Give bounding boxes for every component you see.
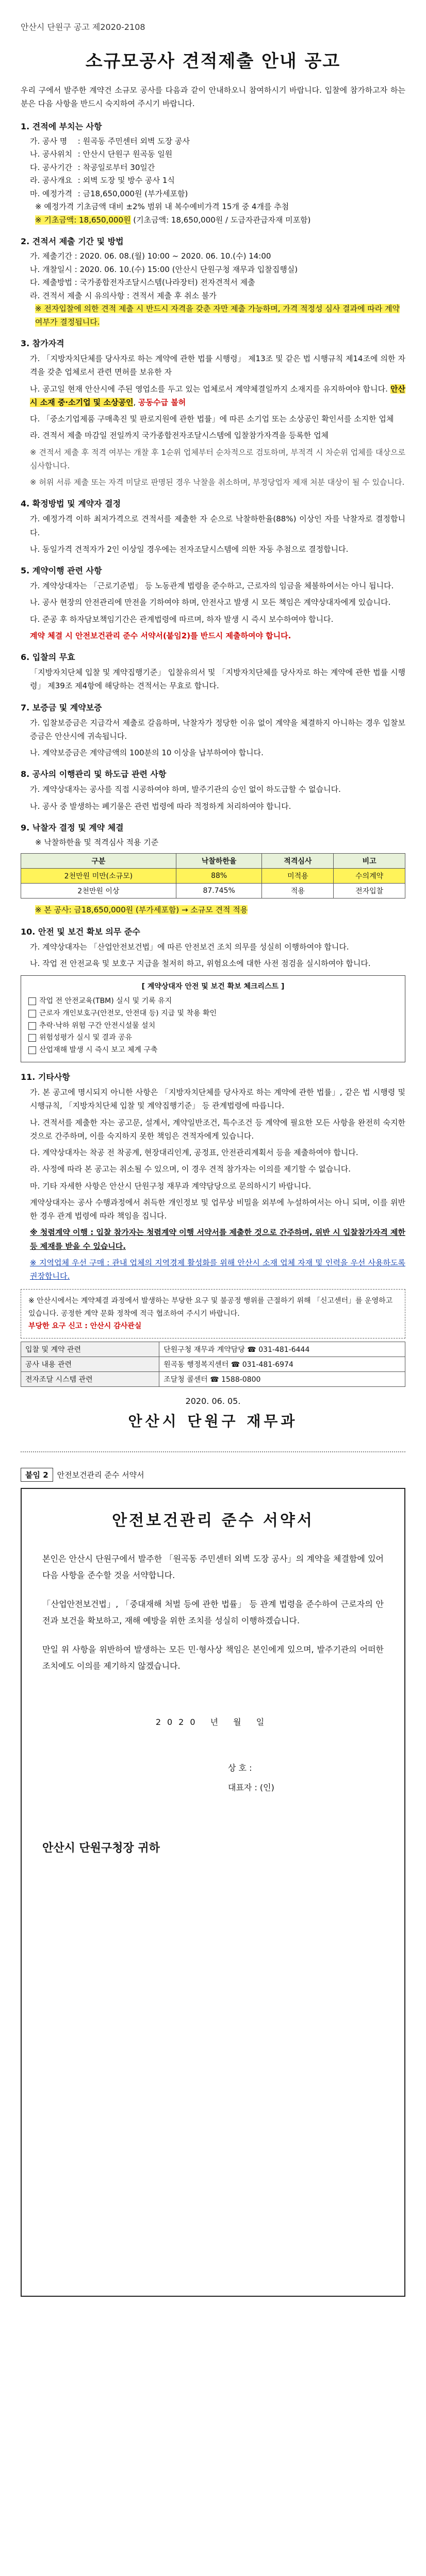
section-1-heading: 1. 견적에 부치는 사항 xyxy=(21,121,102,131)
section-9-result xyxy=(35,904,405,917)
table-cell: 미적용 xyxy=(262,869,334,884)
section-10-paragraph: 가. 계약상대자는 「산업안전보건법」에 따른 안전보건 조치 의무를 성실히 이행하여야 합니다. xyxy=(30,942,349,952)
checklist-title: [ 계약상대자 안전 및 보건 확보 체크리스트 ] xyxy=(141,982,285,991)
table-cell: 조달청 콜센터 ☎ 1588-0800 xyxy=(159,1371,405,1386)
section-2-item: 라. 견적서 제출 시 유의사항 : 견적서 제출 후 취소 불가 xyxy=(30,291,217,300)
checklist-label: 추락·낙하 위험 구간 안전시설물 설치 xyxy=(39,1021,156,1030)
section-1-item: 다. 공사기간 : 착공일로부터 30일간 xyxy=(30,161,405,175)
pledge-paragraph: 본인은 안산시 단원구에서 발주한 「원곡동 주민센터 외벽 도장 공사」의 계약을 체결함에 있어 다음 사항을 준수할 것을 서약합니다. xyxy=(42,1553,384,1580)
section-5 xyxy=(21,564,405,642)
section-10-heading: 10. 안전 및 보건 확보 의무 준수 xyxy=(21,926,140,937)
item-value: 원곡동 주민센터 외벽 도장 공사 xyxy=(83,136,190,146)
section-5-paragraph: 나. 공사 현장의 안전관리에 만전을 기하여야 하며, 안전사고 발생 시 모든 책임은 계약상대자에게 있습니다. xyxy=(30,598,391,607)
item-label: 다. 공사기간 xyxy=(30,162,72,172)
notice-box xyxy=(21,1289,405,1338)
item-value: 안산시 단원구 원곡동 일원 xyxy=(83,149,173,159)
table-cell: 입찰 및 계약 관련 xyxy=(21,1342,159,1357)
section-3-paragraph: 나. 공고일 현재 안산시에 주된 영업소를 두고 있는 업체로서 계약체결일까지 소재지를 유지하여야 합니다. 안산시 소재 중·소기업 및 소상공인, 공동수급 불허 xyxy=(30,384,405,407)
section-7-paragraph: 나. 계약보증금은 계약금액의 100분의 10 이상을 납부하여야 합니다. xyxy=(30,748,264,757)
checkbox-icon[interactable] xyxy=(28,1022,36,1030)
section-7-paragraph: 가. 입찰보증금은 지급각서 제출로 갈음하며, 낙찰자가 정당한 이유 없이 계약을 체결하지 아니하는 경우 입찰보증금은 안산시에 귀속됩니다. xyxy=(30,718,405,741)
item-value: 금18,650,000원 (부가세포함) xyxy=(83,189,188,198)
section-1 xyxy=(21,120,405,227)
issuer-name: 안산시 단원구 재무과 xyxy=(128,1412,298,1430)
section-10-paragraph: 나. 작업 전 안전교육 및 보호구 지급을 철저히 하고, 위험요소에 대한 사전 점검을 실시하여야 합니다. xyxy=(30,959,371,968)
document-number: 안산시 단원구 공고 제2020-2108 xyxy=(21,22,145,32)
table-cell: 전자조달 시스템 관련 xyxy=(21,1371,159,1386)
section-11 xyxy=(21,1071,405,1283)
table-header-row xyxy=(21,854,405,869)
red-warning: 계약 체결 시 안전보건관리 준수 서약서(붙임2)를 반드시 제출하여야 합니다. xyxy=(30,631,291,640)
table-row xyxy=(21,1357,405,1371)
section-3 xyxy=(21,337,405,489)
section-4-paragraph: 나. 동일가격 견적자가 2인 이상일 경우에는 전자조달시스템에 의한 자동 추첨으로 결정합니다. xyxy=(30,544,349,554)
emphasis-text: ※ 지역업체 우선 구매 : 관내 업체의 지역경제 활성화를 위해 안산시 소재 업체 자재 및 인력을 우선 사용하도록 권장합니다. xyxy=(30,1258,405,1281)
table-header: 적격심사 xyxy=(262,854,334,869)
table-cell: 2천만원 이상 xyxy=(21,884,176,899)
section-divider xyxy=(21,1451,405,1452)
table-row xyxy=(21,869,405,884)
pledge-recipient: 안산시 단원구청장 귀하 xyxy=(42,1841,160,1855)
checklist-item xyxy=(28,1044,398,1057)
highlight-text: ※ 전자입찰에 의한 견적 제출 시 반드시 자격을 갖춘 자만 제출 가능하며, 가격 적정성 심사 결과에 따라 계약 여부가 결정됩니다. xyxy=(35,304,400,327)
table-cell: 2천만원 미만(소규모) xyxy=(21,869,176,884)
section-3-paragraph: 다. 「중소기업제품 구매촉진 및 판로지원에 관한 법률」에 따른 소기업 또는 소상공인 확인서를 소지한 업체 xyxy=(30,414,394,423)
section-3-paragraph: 라. 견적서 제출 마감일 전일까지 국가종합전자조달시스템에 입찰참가자격을 등록한 업체 xyxy=(30,431,329,440)
section-11-paragraph: 나. 견적서를 제출한 자는 공고문, 설계서, 계약일반조건, 특수조건 등 계약에 필요한 모든 사항을 완전히 숙지한 것으로 간주하며, 이를 숙지하지 못한 책임은 견적자에게 있습니다. xyxy=(30,1117,405,1141)
pledge-date: 2020 년 월 일 xyxy=(155,1717,271,1727)
highlight-text: 안산시 소재 중·소기업 및 소상공인 xyxy=(30,384,405,407)
checklist-item xyxy=(28,1020,398,1032)
section-2-highlight xyxy=(35,302,405,329)
checklist-label: 작업 전 안전교육(TBM) 실시 및 기록 유지 xyxy=(39,997,172,1006)
sub-note: ※ 예정가격 기초금액 대비 ±2% 범위 내 복수예비가격 15개 중 4개를 추첨 xyxy=(35,202,289,211)
section-7-heading: 7. 보증금 및 계약보증 xyxy=(21,702,102,713)
notice-red: 부당한 요구 신고 : 안산시 감사관실 xyxy=(28,1322,142,1331)
section-5-red xyxy=(30,629,405,642)
footer-date: 2020. 06. 05. xyxy=(185,1396,241,1406)
threshold-table xyxy=(21,853,405,899)
section-3-paragraph: 가. 「지방자치단체를 당사자로 하는 계약에 관한 법률 시행령」 제13조 및 같은 법 시행규칙 제14조에 의한 자격을 갖춘 업체로서 관련 면허를 보유한 자 xyxy=(30,354,405,377)
section-6-paragraph: 「지방자치단체 입찰 및 계약집행기준」 입찰유의서 및 「지방자치단체를 당사자로 하는 계약에 관한 법률 시행령」 제39조 제4항에 해당하는 견적서는 무효로 합니다. xyxy=(30,668,405,691)
budget-detail: (기초금액: 18,650,000원 / 도급자관급자재 미포함) xyxy=(133,215,311,225)
section-7 xyxy=(21,701,405,760)
section-1-item: 라. 공사개요 : 외벽 도장 및 방수 공사 1식 xyxy=(30,174,405,188)
checklist-item xyxy=(28,1032,398,1044)
checkbox-icon[interactable] xyxy=(28,1010,36,1018)
pledge-form xyxy=(21,1488,405,2297)
section-11-extra xyxy=(30,1256,405,1283)
section-4-paragraph: 가. 예정가격 이하 최저가격으로 견적서를 제출한 자 순으로 낙찰하한율(88%) 이상인 자를 낙찰자로 결정합니다. xyxy=(30,514,405,537)
section-4-heading: 4. 확정방법 및 계약자 결정 xyxy=(21,499,121,509)
pledge-paragraph: 「산업안전보건법」, 「중대재해 처벌 등에 관한 법률」 등 관계 법령을 준수하여 근로자의 안전과 보건을 확보하고, 재해 예방을 위한 조치를 성실히 이행하겠습니다. xyxy=(42,1599,384,1625)
section-2 xyxy=(21,235,405,329)
pledge-signature xyxy=(228,1758,384,1798)
item-value: 외벽 도장 및 방수 공사 1식 xyxy=(83,176,175,185)
item-label: 마. 예정가격 xyxy=(30,189,72,198)
item-label: 라. 공사개요 xyxy=(30,176,72,185)
checkbox-icon[interactable] xyxy=(28,1034,36,1042)
checklist-label: 위험성평가 실시 및 결과 공유 xyxy=(39,1033,133,1042)
checkbox-icon[interactable] xyxy=(28,1046,36,1054)
section-9-heading: 9. 낙찰자 결정 및 계약 체결 xyxy=(21,822,124,833)
item-label: 가. 공사 명 xyxy=(30,136,68,146)
section-5-paragraph: 다. 준공 후 하자담보책임기간은 관계법령에 따르며, 하자 발생 시 즉시 보수하여야 합니다. xyxy=(30,614,334,624)
section-6 xyxy=(21,651,405,693)
section-2-item: 가. 제출기간 : 2020. 06. 08.(월) 10:00 ~ 2020. 06. 10.(수) 14:00 xyxy=(30,251,271,261)
table-cell: 공사 내용 관련 xyxy=(21,1357,159,1371)
section-6-heading: 6. 입찰의 무효 xyxy=(21,652,75,662)
section-2-item: 다. 제출방법 : 국가종합전자조달시스템(나라장터) 전자견적서 제출 xyxy=(30,278,255,287)
table-header: 구분 xyxy=(21,854,176,869)
section-1-item: 가. 공사 명 : 원곡동 주민센터 외벽 도장 공사 xyxy=(30,135,405,148)
sign-name: 대표자 : (인) xyxy=(228,1783,274,1793)
table-cell: 단원구청 재무과 계약담당 ☎ 031-481-6444 xyxy=(159,1342,405,1357)
section-1-item: 마. 예정가격 : 금18,650,000원 (부가세포함) xyxy=(30,188,405,201)
safety-checklist xyxy=(21,975,405,1062)
table-row xyxy=(21,884,405,899)
pledge-title: 안전보건관리 준수 서약서 xyxy=(112,1511,314,1530)
section-11-heading: 11. 기타사항 xyxy=(21,1072,70,1082)
highlight-text: ※ 본 공사: 금18,650,000원 (부가세포함) → 소규모 견적 적용 xyxy=(35,905,248,915)
intro-paragraph: 우리 구에서 발주한 계약건 소규모 공사를 다음과 같이 안내하오니 참여하시기 바랍니다. 입찰에 참가하고자 하는 분은 다음 사항을 반드시 숙지하여 주시기 바랍니다. xyxy=(21,86,405,109)
table-cell: 원곡동 행정복지센터 ☎ 031-481-6974 xyxy=(159,1357,405,1371)
attachment-label: 붙임 2 xyxy=(21,1468,53,1482)
section-2-heading: 2. 견적서 제출 기간 및 방법 xyxy=(21,236,124,246)
table-header: 낙찰하한율 xyxy=(176,854,262,869)
attachment-caption: 안전보건관리 준수 서약서 xyxy=(57,1470,144,1480)
section-11-extra: 계약상대자는 공사 수행과정에서 취득한 개인정보 및 업무상 비밀을 외부에 누설하여서는 아니 되며, 이를 위반한 경우 관계 법령에 따라 책임을 집니다. xyxy=(30,1197,405,1221)
section-8-paragraph: 나. 공사 중 발생하는 폐기물은 관련 법령에 따라 적정하게 처리하여야 합니다. xyxy=(30,801,291,811)
section-3-note: ※ 허위 서류 제출 또는 자격 미달로 판명된 경우 낙찰을 취소하며, 부정당업자 제재 처분 대상이 될 수 있습니다. xyxy=(30,478,405,487)
table-cell: 적용 xyxy=(262,884,334,899)
section-11-paragraph: 다. 계약상대자는 착공 전 착공계, 현장대리인계, 공정표, 안전관리계획서 등을 제출하여야 합니다. xyxy=(30,1148,358,1158)
table-row xyxy=(21,1371,405,1386)
item-value: 착공일로부터 30일간 xyxy=(83,162,155,172)
table-cell: 전자입찰 xyxy=(334,884,405,899)
table-cell: 88% xyxy=(176,869,262,884)
notice-text: ※ 안산시에서는 계약체결 과정에서 발생하는 부당한 요구 및 불공정 행위를 근절하기 위해 「신고센터」를 운영하고 있습니다. 공정한 계약 문화 정착에 적극 협조하여 주시기 바랍니다. xyxy=(28,1297,393,1318)
attachment-header xyxy=(21,1468,405,1482)
section-8-heading: 8. 공사의 이행관리 및 하도급 관련 사항 xyxy=(21,769,167,779)
section-8-paragraph: 가. 계약상대자는 공사를 직접 시공하여야 하며, 발주기관의 승인 없이 하도급할 수 없습니다. xyxy=(30,785,341,794)
red-warning: 공동수급 불허 xyxy=(138,397,186,407)
section-9-intro: ※ 낙찰하한율 및 적격심사 적용 기준 xyxy=(35,837,159,847)
section-4 xyxy=(21,497,405,556)
paragraph-text: 나. 공고일 현재 안산시에 주된 영업소를 두고 있는 업체로서 계약체결일까지 소재지를 유지하여야 합니다. xyxy=(30,384,388,394)
pledge-paragraph: 만일 위 사항을 위반하여 발생하는 모든 민·형사상 책임은 본인에게 있으며, 발주기관의 어떠한 조치에도 이의를 제기하지 않겠습니다. xyxy=(42,1644,384,1671)
section-11-paragraph: 마. 기타 자세한 사항은 안산시 단원구청 재무과 계약담당으로 문의하시기 바랍니다. xyxy=(30,1181,312,1191)
section-9 xyxy=(21,821,405,917)
section-11-extra xyxy=(30,1226,405,1253)
checklist-label: 산업재해 발생 시 즉시 보고 체계 구축 xyxy=(39,1046,158,1055)
section-3-heading: 3. 참가자격 xyxy=(21,338,64,348)
section-5-paragraph: 가. 계약상대자는 「근로기준법」 등 노동관계 법령을 준수하고, 근로자의 임금을 체불하여서는 아니 됩니다. xyxy=(30,581,394,590)
table-cell: 87.745% xyxy=(176,884,262,899)
section-1-item: 나. 공사위치 : 안산시 단원구 원곡동 일원 xyxy=(30,148,405,161)
table-header: 비고 xyxy=(334,854,405,869)
page-title: 소규모공사 견적제출 안내 공고 xyxy=(85,51,341,72)
table-row xyxy=(21,1342,405,1357)
emphasis-text: ※ 청렴계약 이행 : 입찰 참가자는 청렴계약 이행 서약서를 제출한 것으로 간주하며, 위반 시 입찰참가자격 제한 등 제재를 받을 수 있습니다. xyxy=(30,1228,405,1251)
budget-line xyxy=(35,214,405,227)
item-label: 나. 공사위치 xyxy=(30,149,72,159)
checklist-item xyxy=(28,995,398,1008)
checklist-label: 근로자 개인보호구(안전모, 안전대 등) 지급 및 착용 확인 xyxy=(39,1009,217,1018)
section-8 xyxy=(21,768,405,813)
budget-highlight: ※ 기초금액: 18,650,000원 xyxy=(35,215,131,225)
checkbox-icon[interactable] xyxy=(28,997,36,1005)
checklist-item xyxy=(28,1008,398,1020)
table-cell: 수의계약 xyxy=(334,869,405,884)
section-11-paragraph: 라. 사정에 따라 본 공고는 취소될 수 있으며, 이 경우 견적 참가자는 이의를 제기할 수 없습니다. xyxy=(30,1164,351,1174)
section-3-note: ※ 견적서 제출 후 적격 여부는 개찰 후 1순위 업체부터 순차적으로 검토하며, 부적격 시 차순위 업체를 대상으로 심사합니다. xyxy=(30,447,405,470)
sign-company: 상 호 : xyxy=(228,1762,252,1773)
section-10 xyxy=(21,925,405,1062)
section-5-heading: 5. 계약이행 관련 사항 xyxy=(21,566,102,575)
section-2-item: 나. 개찰일시 : 2020. 06. 10.(수) 15:00 (안산시 단원구청 재무과 입찰집행실) xyxy=(30,264,298,274)
contact-table xyxy=(21,1342,405,1387)
section-11-paragraph: 가. 본 공고에 명시되지 아니한 사항은 「지방자치단체를 당사자로 하는 계약에 관한 법률」, 같은 법 시행령 및 시행규칙, 「지방자치단체 입찰 및 계약집행기준」 등 관계법령에 따릅니다. xyxy=(30,1088,405,1111)
